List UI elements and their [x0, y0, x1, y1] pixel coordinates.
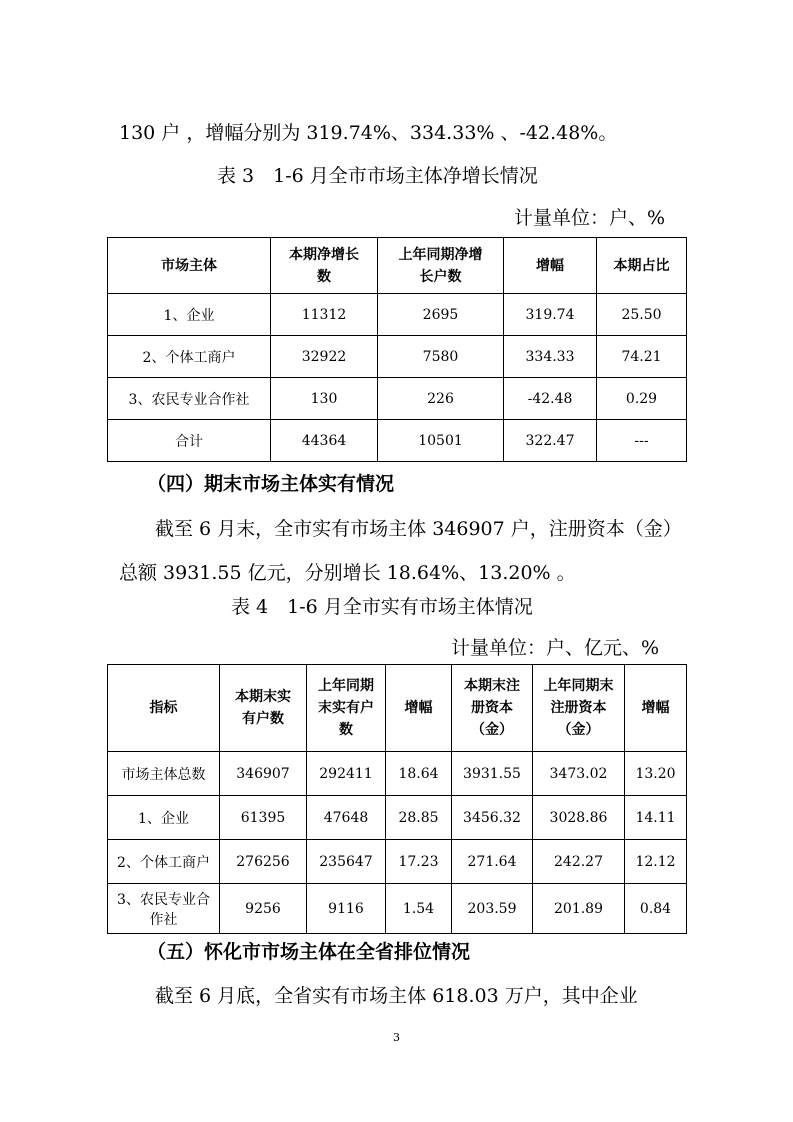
table3 — [107, 237, 687, 462]
table-cell: 203.59 — [452, 884, 533, 934]
table4-header-cell: 上年同期末 注册资本 （金） — [533, 665, 625, 752]
section5-para-line1: 截至 6 月底，全省实有市场主体 618.03 万户，其中企业 — [155, 985, 638, 1007]
table3-header-row — [108, 238, 687, 294]
table-cell: 12.12 — [625, 840, 687, 884]
table-cell: 28.85 — [386, 796, 452, 840]
table3-header-cell: 上年同期净增 长户数 — [378, 238, 504, 294]
table-cell: 276256 — [220, 840, 307, 884]
table-cell: 3、农民专业合作社 — [108, 378, 271, 420]
table-cell: 334.33 — [504, 336, 597, 378]
table-cell: 合计 — [108, 420, 271, 462]
table-cell: 2、个体工商户 — [108, 840, 220, 884]
table3-header-cell: 增幅 — [504, 238, 597, 294]
table-cell: 44364 — [271, 420, 378, 462]
section4-heading: （四）期末市场主体实有情况 — [147, 473, 395, 495]
table-cell: 11312 — [271, 294, 378, 336]
table-cell: 271.64 — [452, 840, 533, 884]
table4-caption: 表 4 1-6 月全市实有市场主体情况 — [231, 596, 533, 618]
table-cell: 346907 — [220, 752, 307, 796]
table-cell: 7580 — [378, 336, 504, 378]
table3-header-cell: 本期占比 — [597, 238, 687, 294]
section5-heading: （五）怀化市市场主体在全省排位情况 — [147, 941, 471, 963]
table-cell: 130 — [271, 378, 378, 420]
table-cell: 17.23 — [386, 840, 452, 884]
table3-header-cell: 市场主体 — [108, 238, 271, 294]
section4-para-line2: 总额 3931.55 亿元，分别增长 18.64%、13.20% 。 — [119, 562, 576, 584]
table-cell: -42.48 — [504, 378, 597, 420]
table-row — [108, 378, 687, 420]
table-cell: 3931.55 — [452, 752, 533, 796]
table-cell: 319.74 — [504, 294, 597, 336]
table4 — [107, 664, 687, 934]
table-cell: 292411 — [307, 752, 386, 796]
table-cell: --- — [597, 420, 687, 462]
table-cell: 61395 — [220, 796, 307, 840]
table-cell: 3456.32 — [452, 796, 533, 840]
table-row — [108, 752, 687, 796]
table-cell: 25.50 — [597, 294, 687, 336]
table-cell: 1.54 — [386, 884, 452, 934]
table-cell: 14.11 — [625, 796, 687, 840]
section4-para-line1: 截至 6 月末，全市实有市场主体 346907 户，注册资本（金） — [155, 518, 682, 540]
table3-header-cell: 本期净增长 数 — [271, 238, 378, 294]
table-cell: 2、个体工商户 — [108, 336, 271, 378]
table4-unit: 计量单位：户、亿元、% — [451, 637, 660, 659]
table-row-total — [108, 420, 687, 462]
table-row — [108, 336, 687, 378]
table-row — [108, 840, 687, 884]
table-cell: 10501 — [378, 420, 504, 462]
table3-caption: 表 3 1-6 月全市市场主体净增长情况 — [217, 165, 538, 187]
table-cell: 1、企业 — [108, 294, 271, 336]
table4-header-cell: 本期末注 册资本 （金） — [452, 665, 533, 752]
table-cell: 9116 — [307, 884, 386, 934]
table-cell: 322.47 — [504, 420, 597, 462]
table-cell: 235647 — [307, 840, 386, 884]
table-cell: 3473.02 — [533, 752, 625, 796]
page-number: 3 — [393, 1031, 400, 1044]
table-cell: 226 — [378, 378, 504, 420]
table-cell: 242.27 — [533, 840, 625, 884]
table4-header-cell: 上年同期 末实有户 数 — [307, 665, 386, 752]
table4-header-cell: 本期末实 有户数 — [220, 665, 307, 752]
table-cell: 9256 — [220, 884, 307, 934]
table-cell: 市场主体总数 — [108, 752, 220, 796]
table-cell: 74.21 — [597, 336, 687, 378]
table-cell: 1、企业 — [108, 796, 220, 840]
intro-line: 130 户 ，增幅分别为 319.74%、334.33% 、-42.48%。 — [119, 122, 618, 144]
table-cell: 3、农民专业合 作社 — [108, 884, 220, 934]
table-cell: 201.89 — [533, 884, 625, 934]
table-cell: 0.29 — [597, 378, 687, 420]
table-cell: 0.84 — [625, 884, 687, 934]
table-cell: 47648 — [307, 796, 386, 840]
table3-unit: 计量单位：户、% — [514, 207, 666, 229]
table-cell: 32922 — [271, 336, 378, 378]
table-row — [108, 884, 687, 934]
table4-header-cell: 增幅 — [625, 665, 687, 752]
table-row — [108, 796, 687, 840]
table-cell: 13.20 — [625, 752, 687, 796]
table-cell: 18.64 — [386, 752, 452, 796]
table4-header-cell: 指标 — [108, 665, 220, 752]
table4-header-cell: 增幅 — [386, 665, 452, 752]
table4-header-row — [108, 665, 687, 752]
table-cell: 3028.86 — [533, 796, 625, 840]
table-cell: 2695 — [378, 294, 504, 336]
table-row — [108, 294, 687, 336]
